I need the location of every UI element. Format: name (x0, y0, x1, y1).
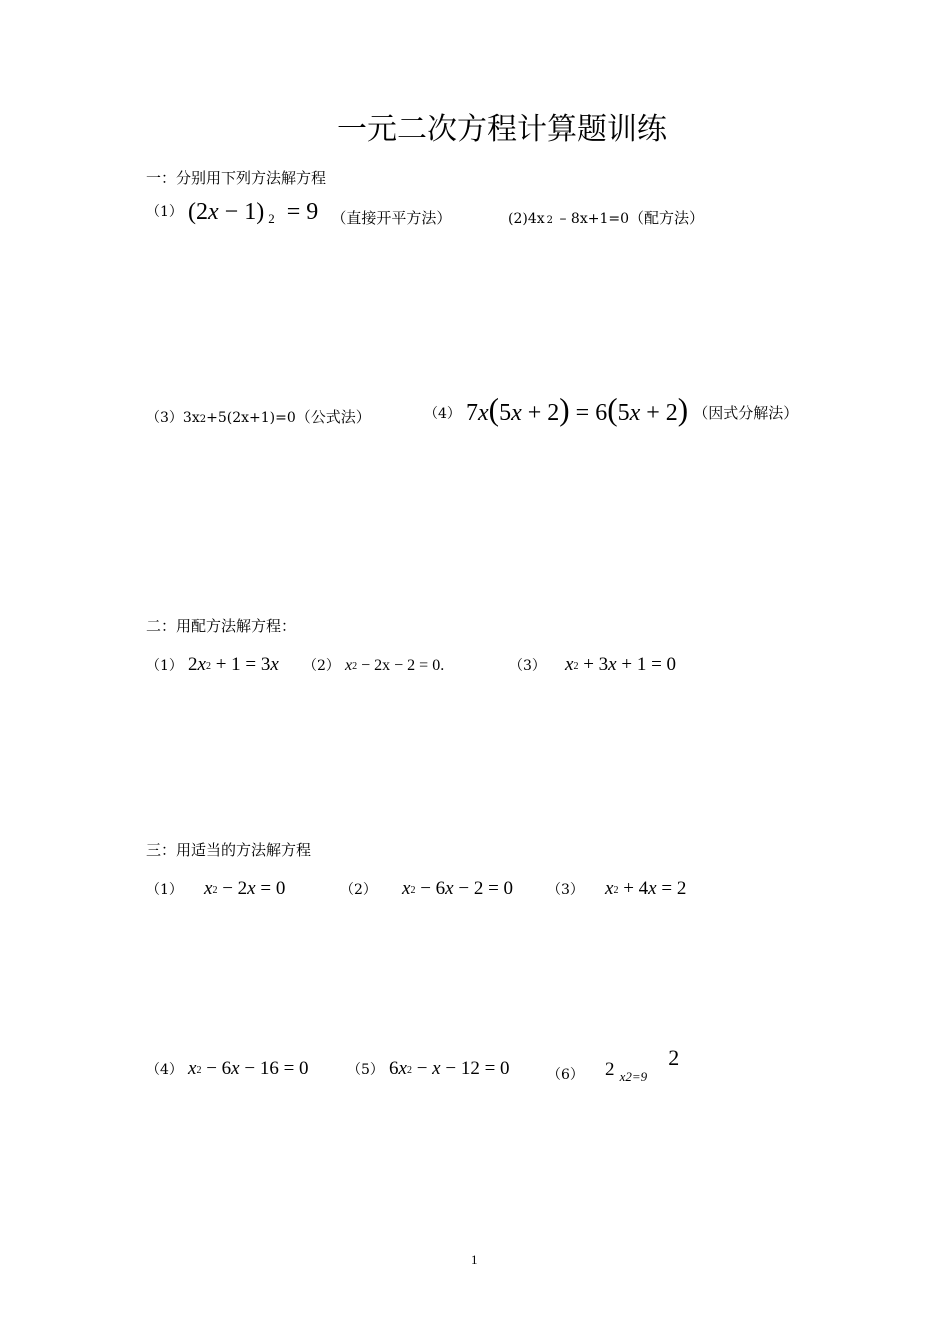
problem-label: （1） (146, 204, 183, 220)
method-note: （直接开平方法） (331, 208, 452, 227)
problem-label: （3） (509, 658, 546, 674)
method-note: （配方法） (629, 209, 705, 227)
problem-label: （2） (340, 882, 377, 898)
problem-3-2 (340, 879, 513, 898)
problem-label: （2） (303, 658, 340, 674)
equation: x2 − 6x − 16 = 0 (188, 1058, 309, 1079)
equation-term: 2 (668, 1045, 680, 1070)
equation-body: x2=9 (619, 1069, 648, 1084)
problem-label: （3） (146, 410, 183, 426)
problem-label: （1） (146, 658, 183, 674)
page-title: 一元二次方程计算题训练 (337, 112, 667, 147)
problem-2-2 (303, 657, 444, 674)
equation: (2x − 1) 2 = 9 (188, 199, 319, 226)
problem-3-1 (146, 879, 285, 898)
equation: 6x2 − x − 12 = 0 (389, 1058, 510, 1079)
equation: x2 − 2x − 2 = 0. (345, 657, 445, 674)
equation: x2 + 3x + 1 = 0 (565, 654, 677, 675)
problem-1-4 (424, 394, 798, 425)
problem-label: （1） (146, 882, 183, 898)
problem-3-6 (547, 1045, 680, 1084)
problem-1-1 (146, 199, 452, 227)
method-note: （因式分解法） (693, 404, 799, 422)
equation-coefficient: 2 (605, 1059, 615, 1080)
problem-label: （4） (146, 1062, 183, 1078)
problem-label: （3） (547, 882, 584, 898)
problem-1-3: （3）3x2+5(2x+1)=0（公式法） (146, 408, 371, 426)
equation: x2 − 6x − 2 = 0 (402, 878, 514, 899)
problem-3-5 (347, 1059, 510, 1078)
problem-2-1 (146, 655, 279, 674)
equation: 7x(5x + 2) = 6(5x + 2) (466, 392, 689, 427)
equation: x2 − 2x = 0 (204, 878, 286, 899)
problem-1-2: (2)4x 2 – 8x+1=0（配方法） (508, 209, 705, 227)
equation: 2x2 + 1 = 3x (188, 654, 279, 675)
section-2-heading: 二：用配方法解方程： (146, 617, 297, 635)
section-3-heading: 三：用适当的方法解方程 (146, 841, 312, 859)
page-number: 1 (471, 1252, 478, 1267)
problem-2-3 (509, 655, 676, 674)
problem-3-3 (547, 879, 686, 898)
problem-label: （4） (424, 406, 461, 422)
problem-label: （6） (547, 1067, 584, 1083)
method-note: （公式法） (295, 408, 371, 426)
equation: x2 + 4x = 2 (605, 878, 687, 899)
problem-3-4 (146, 1059, 309, 1078)
problem-label: （5） (347, 1062, 384, 1078)
section-1-heading: 一：分别用下列方法解方程 (146, 169, 327, 187)
